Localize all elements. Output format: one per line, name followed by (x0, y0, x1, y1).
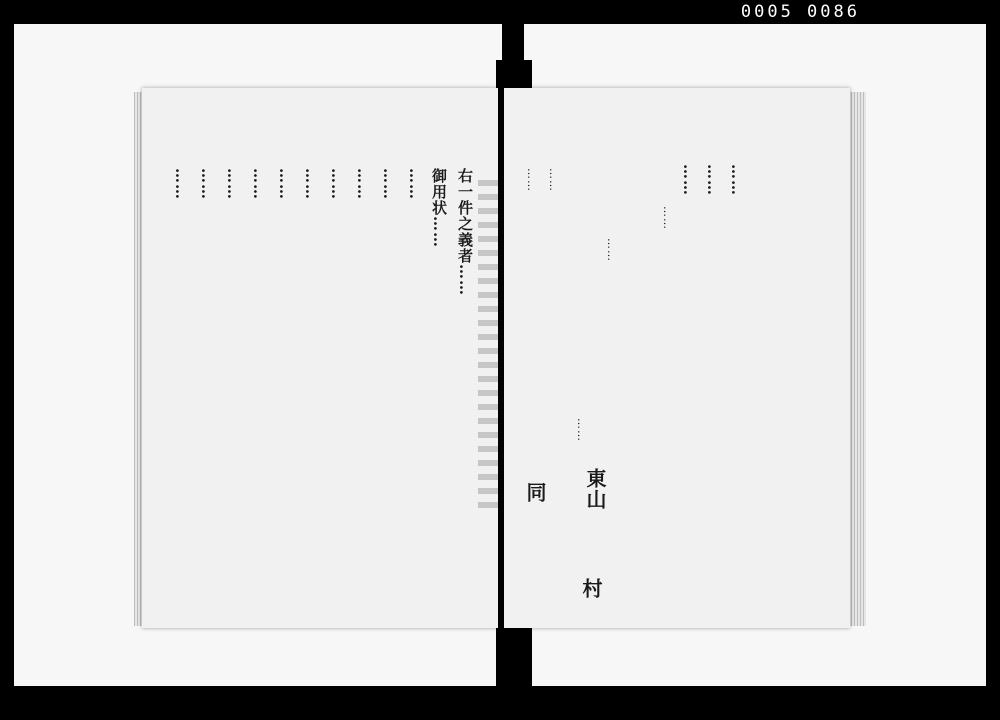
right-text-column: …… (661, 206, 674, 230)
left-text-column: …… (198, 168, 216, 200)
right-text-column: …… (575, 418, 588, 442)
right-text-column: …… (605, 238, 618, 262)
left-text-column: …… (250, 168, 268, 200)
right-text-column: …… (680, 164, 698, 196)
right-text-column: …… (525, 168, 538, 192)
left-text-column: …… (406, 168, 424, 200)
left-text-column: …… (380, 168, 398, 200)
signature-ditto: 同 (523, 482, 547, 503)
bleed-through-text (478, 180, 498, 510)
right-page-edges (848, 92, 866, 626)
left-page (142, 88, 498, 628)
signature-name: 東山 (583, 468, 607, 510)
frame-id-label: 0005 0086 (740, 2, 860, 22)
left-text-column: …… (302, 168, 320, 200)
right-text-column: …… (547, 168, 560, 192)
left-text-column: …… (172, 168, 190, 200)
left-text-column: …… (224, 168, 242, 200)
signature-village: 村 (579, 578, 603, 599)
right-text-column: …… (704, 164, 722, 196)
left-text-column: …… (276, 168, 294, 200)
right-text-column: …… (728, 164, 746, 196)
left-text-column: …… (328, 168, 346, 200)
right-page (504, 88, 850, 628)
left-text-column: …… (354, 168, 372, 200)
left-text-column: 御用状…… (430, 168, 448, 248)
left-text-column: 右一件之義者…… (456, 168, 474, 296)
